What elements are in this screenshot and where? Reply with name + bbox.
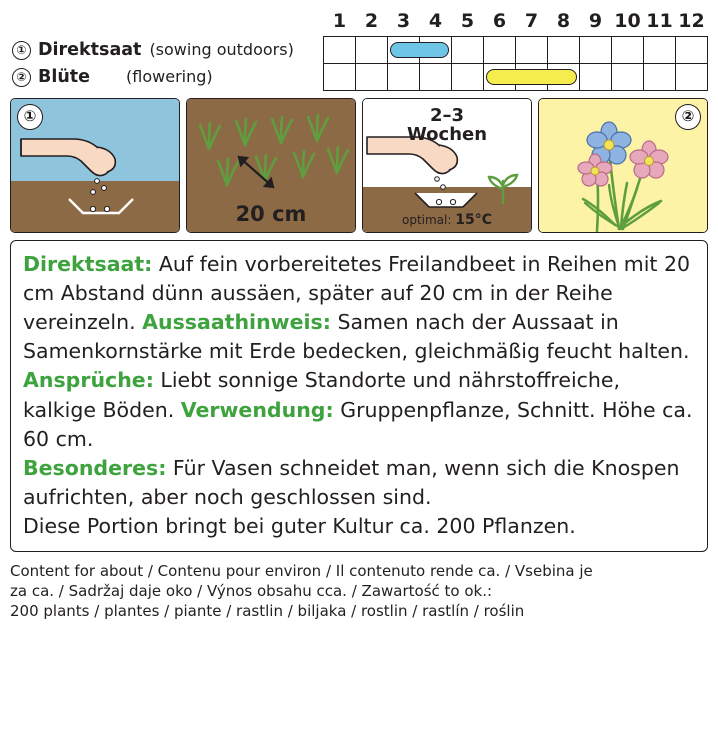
instructions-box xyxy=(10,240,708,552)
cell-1-2 xyxy=(356,37,388,64)
text-direktsaat: Auf fein vorbereitetes Freilandbeet in Reihen mit 20 cm Abstand dünn aussäen, später auf 20 cm in der Reihe vereinzeln. xyxy=(23,252,691,335)
instruction-paragraph-1 xyxy=(23,250,695,366)
instruction-paragraph-2 xyxy=(23,366,695,453)
label-verwendung: Verwendung: xyxy=(180,397,334,422)
calendar-row-direktsaat xyxy=(10,37,708,64)
bar-direktsaat-end xyxy=(419,42,449,58)
label-besonderes: Besonderes: xyxy=(23,455,167,480)
text-aussaathinweis: Samen nach der Aussaat in Samenkornstärke mit Erde bedecken, gleichmäßig feucht halten. xyxy=(23,310,690,364)
germination-weeks-caption xyxy=(363,107,531,145)
footer-line-1: Content for about / Contenu pour environ / Il contenuto rende ca. / Vsebina je xyxy=(10,562,593,581)
pictogram-germination xyxy=(362,98,532,233)
month-header-4: 4 xyxy=(428,9,443,32)
cell-2-1 xyxy=(324,64,356,91)
row-label-bluete xyxy=(10,64,324,91)
cell-1-9 xyxy=(580,37,612,64)
row-number-2: ② xyxy=(12,68,31,87)
optimal-label: optimal: xyxy=(401,213,452,228)
cell-1-12 xyxy=(676,37,708,64)
cell-1-11 xyxy=(644,37,676,64)
cell-2-9 xyxy=(580,64,612,91)
row-translation-1: (sowing outdoors) xyxy=(149,39,294,59)
cell-2-12 xyxy=(676,64,708,91)
cell-2-11 xyxy=(644,64,676,91)
month-header-6: 6 xyxy=(492,9,507,32)
row-label-direktsaat xyxy=(10,37,324,64)
calendar-corner xyxy=(10,8,324,37)
cell-2-5 xyxy=(452,64,484,91)
month-header-1: 1 xyxy=(332,9,347,32)
row-name-1: Direktsaat xyxy=(38,39,142,60)
cell-2-8 xyxy=(548,64,580,91)
bar-bluete-mid xyxy=(515,69,548,85)
text-ansprueche: Liebt sonnige Standorte und nährstoffreiche, kalkige Böden. xyxy=(23,368,621,422)
month-header-8: 8 xyxy=(556,9,571,32)
month-header-10: 10 xyxy=(614,9,641,32)
row-translation-2: (flowering) xyxy=(126,66,213,86)
calendar-row-bluete xyxy=(10,64,708,91)
weeks-line-2: Wochen xyxy=(406,123,488,145)
month-header-11: 11 xyxy=(646,9,673,32)
label-ansprueche: Ansprüche: xyxy=(23,368,154,393)
text-verwendung: Gruppenpflanze, Schnitt. Höhe ca. 60 cm. xyxy=(23,397,693,451)
bar-direktsaat-start xyxy=(390,42,420,58)
bar-bluete-start xyxy=(486,69,516,85)
instruction-paragraph-3 xyxy=(23,454,695,512)
cell-1-8 xyxy=(548,37,580,64)
cell-1-1 xyxy=(324,37,356,64)
optimal-value: 15°C xyxy=(455,212,492,229)
row-name-2: Blüte xyxy=(38,66,91,87)
row-number-1: ① xyxy=(12,41,31,60)
month-header-7: 7 xyxy=(524,9,539,32)
pictogram-flowering xyxy=(538,98,708,233)
cell-2-7 xyxy=(516,64,548,91)
pictogram-badge-1: ① xyxy=(17,104,43,130)
cell-2-6 xyxy=(484,64,516,91)
bar-bluete-end xyxy=(547,69,577,85)
month-header-9: 9 xyxy=(588,9,603,32)
optimal-temp-caption xyxy=(363,213,531,228)
cell-2-4 xyxy=(420,64,452,91)
text-besonderes: Für Vasen schneidet man, wenn sich die Knospen aufrichten, aber noch geschlossen sind. xyxy=(23,455,680,509)
label-direktsaat: Direktsaat: xyxy=(23,252,153,276)
content-quantity-footer xyxy=(10,562,708,621)
instruction-paragraph-4: Diese Portion bringt bei guter Kultur ca. 200 Pflanzen. xyxy=(23,513,576,538)
pictogram-row-spacing xyxy=(186,98,356,233)
cell-2-10 xyxy=(612,64,644,91)
spacing-caption: 20 cm xyxy=(235,201,307,226)
cell-2-2 xyxy=(356,64,388,91)
weeks-line-1: 2–3 xyxy=(429,105,465,126)
pictogram-badge-2: ② xyxy=(675,104,701,130)
cell-1-10 xyxy=(612,37,644,64)
cell-1-7 xyxy=(516,37,548,64)
cell-1-6 xyxy=(484,37,516,64)
footer-line-3: 200 plants / plantes / piante / rastlin / biljaka / rostlin / rastlín / roślin xyxy=(10,601,525,620)
month-header-5: 5 xyxy=(460,9,475,32)
pictogram-sowing-seeds xyxy=(10,98,180,233)
month-header-2: 2 xyxy=(364,9,379,32)
cell-2-3 xyxy=(388,64,420,91)
month-header-3: 3 xyxy=(396,9,411,32)
label-aussaathinweis: Aussaathinweis: xyxy=(142,310,331,335)
sowing-calendar xyxy=(10,8,708,91)
month-header-12: 12 xyxy=(678,9,705,32)
cell-1-5 xyxy=(452,37,484,64)
cell-1-3 xyxy=(388,37,420,64)
pictogram-strip xyxy=(10,98,708,233)
cell-1-4 xyxy=(420,37,452,64)
calendar-header-row xyxy=(10,8,708,37)
footer-line-2: za ca. / Sadržaj daje oko / Výnos obsahu cca. / Zawartość to ok.: xyxy=(10,581,493,600)
